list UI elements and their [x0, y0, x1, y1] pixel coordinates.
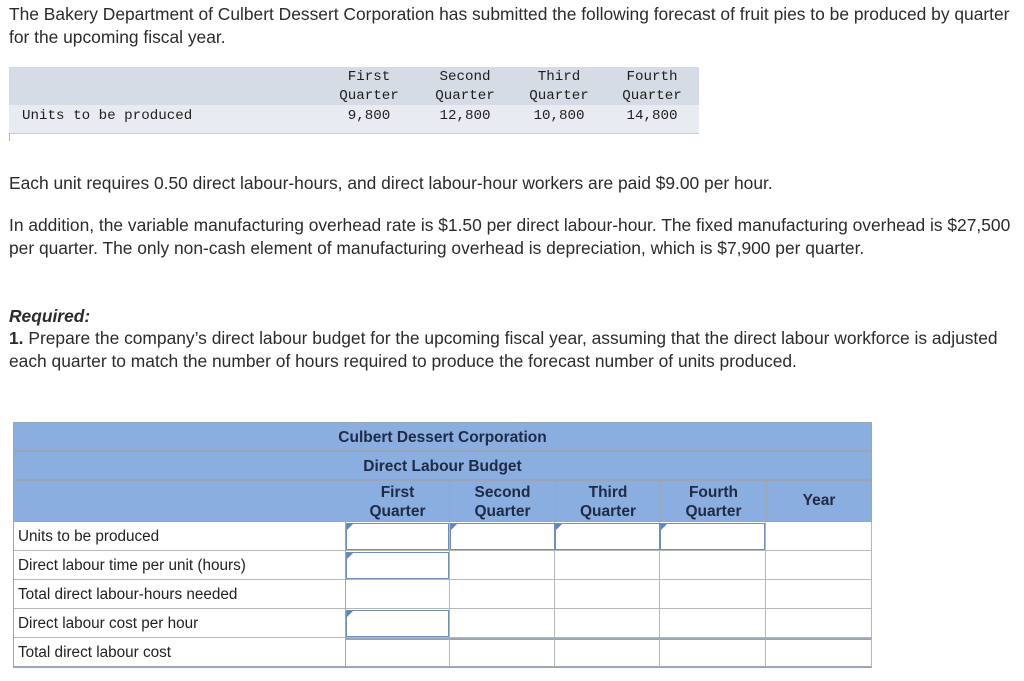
input-units-q3[interactable]	[555, 523, 660, 550]
input-units-q1[interactable]	[346, 523, 449, 550]
budget-row-label: Units to be produced	[13, 522, 346, 551]
input-cost-per-hour[interactable]	[346, 610, 449, 637]
cell-cost-q3	[555, 638, 660, 667]
cell-cost-q4	[660, 638, 766, 667]
cell-cost-q1	[346, 638, 450, 667]
required-number: 1.	[9, 328, 24, 348]
cell-rate-year	[766, 609, 872, 638]
budget-col-first-line1: First	[380, 484, 415, 501]
cell-hours-q3	[555, 580, 660, 609]
required-item	[9, 327, 1019, 372]
forecast-row-label: Units to be produced	[22, 108, 193, 124]
budget-row-label: Total direct labour-hours needed	[13, 580, 346, 609]
budget-row-label: Direct labour time per unit (hours)	[13, 551, 346, 580]
budget-col-third-line2: Quarter	[580, 503, 636, 520]
required-text: Prepare the company’s direct labour budget for the upcoming fiscal year, assuming that the direct labour workforce is adjusted each quarter to match the number of hours required to produce the forecast number of units produced.	[9, 328, 998, 371]
forecast-bottom-rule	[9, 133, 699, 141]
cell-time-q3	[555, 551, 660, 580]
cell-hours-q1	[346, 580, 450, 609]
budget-col-third-line1: Third	[588, 484, 628, 501]
budget-col-fourth-line1: Fourth	[688, 484, 739, 501]
cell-units-q2	[450, 522, 555, 551]
budget-col-first-line2: Quarter	[369, 503, 426, 520]
cell-time-q4	[660, 551, 766, 580]
forecast-value-second: 12,800	[439, 108, 491, 124]
overhead-note: In addition, the variable manufacturing overhead rate is $1.50 per direct labour-hour. The fixed manufacturing overhead is $27,500 per quarter. The only non-cash element of manufacturing overhead is depreciation, which is $7,900 per quarter.	[9, 215, 1011, 258]
budget-column-header-row	[13, 480, 872, 522]
budget-row-total-hours	[13, 580, 872, 609]
budget-col-fourth	[661, 481, 767, 521]
input-units-q4[interactable]	[660, 523, 765, 550]
cell-hours-q4	[660, 580, 766, 609]
direct-labour-budget-table	[13, 422, 874, 666]
budget-row-label: Total direct labour cost	[13, 638, 346, 667]
cell-rate-q3	[555, 609, 660, 638]
forecast-col-fourth-line2: Quarter	[622, 88, 682, 104]
cell-time-q2	[450, 551, 555, 580]
cell-rate-q4	[660, 609, 766, 638]
cell-units-q3	[555, 522, 660, 551]
forecast-col-second-line1: Second	[439, 69, 491, 85]
budget-col-second	[450, 481, 556, 521]
budget-row-time-per-unit	[13, 551, 872, 580]
cell-units-year	[766, 522, 872, 551]
cell-cost-year	[766, 638, 872, 667]
cell-hours-year	[766, 580, 872, 609]
budget-row-cost-per-hour	[13, 609, 872, 638]
problem-intro: The Bakery Department of Culbert Dessert Corporation has submitted the following forecast of fruit pies to be produced by quarter for the upcoming fiscal year.	[9, 4, 1010, 47]
input-time-per-unit[interactable]	[346, 552, 449, 579]
cell-units-q1	[346, 522, 450, 551]
labour-note: Each unit requires 0.50 direct labour-hours, and direct labour-hour workers are paid $9.00 per hour.	[9, 173, 773, 193]
forecast-col-fourth-line1: Fourth	[626, 69, 678, 85]
cell-hours-q2	[450, 580, 555, 609]
input-units-q2[interactable]	[450, 523, 555, 550]
budget-col-second-line1: Second	[474, 484, 531, 501]
budget-col-first	[346, 481, 450, 521]
budget-row-label: Direct labour cost per hour	[13, 609, 346, 638]
cell-cost-q2	[450, 638, 555, 667]
cell-rate-q2	[450, 609, 555, 638]
budget-row-units	[13, 522, 872, 551]
budget-row-total-cost	[13, 638, 872, 668]
cell-time-year	[766, 551, 872, 580]
budget-company-name: Culbert Dessert Corporation	[13, 422, 872, 451]
budget-title: Direct Labour Budget	[13, 451, 872, 480]
budget-col-third	[556, 481, 661, 521]
forecast-col-third-line1: Third	[537, 69, 581, 85]
cell-units-q4	[660, 522, 766, 551]
budget-col-second-line2: Quarter	[474, 503, 531, 520]
cell-rate-q1	[346, 609, 450, 638]
forecast-value-first: 9,800	[347, 108, 391, 124]
budget-col-fourth-line2: Quarter	[685, 503, 742, 520]
forecast-col-third-line2: Quarter	[529, 88, 589, 104]
forecast-table	[9, 67, 699, 141]
budget-col-year: Year	[802, 492, 836, 509]
required-heading: Required:	[9, 306, 91, 326]
forecast-col-first-line1: First	[347, 69, 391, 85]
forecast-value-fourth: 14,800	[626, 108, 678, 124]
forecast-value-third: 10,800	[533, 108, 585, 124]
forecast-col-second-line2: Quarter	[435, 88, 495, 104]
cell-time-q1	[346, 551, 450, 580]
forecast-col-first-line2: Quarter	[339, 88, 399, 104]
